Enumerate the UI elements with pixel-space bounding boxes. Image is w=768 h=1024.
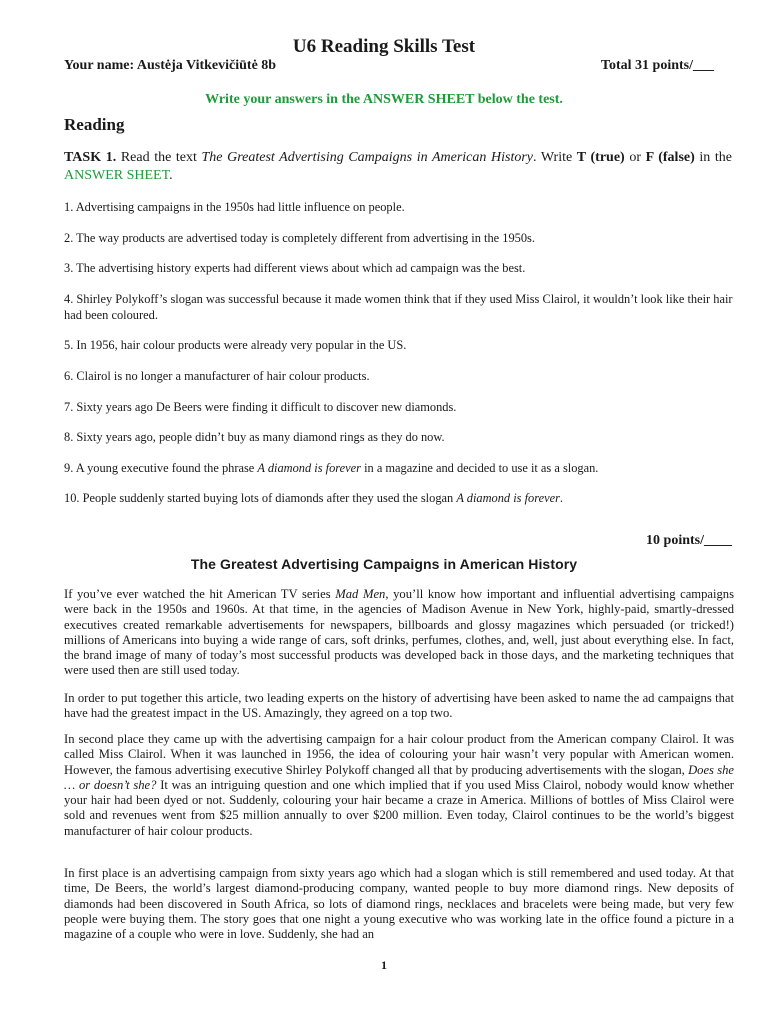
- paragraph-text: In second place they came up with the advertising campaign for a hair colour product from the American company Clairol. It was called Miss Clairol. When it was launched in 1956, the idea of colouring your hair wasn’t very popular with American women. However, the famous advertising executive Shirley Polykoff changed all that by producing advertisements with the slogan,: [64, 732, 734, 777]
- article-title: The Greatest Advertising Campaigns in American History: [190, 556, 578, 572]
- slogan-text: A diamond is forever: [456, 491, 560, 505]
- question-item: 6. Clairol is no longer a manufacturer of hair colour products.: [64, 369, 370, 383]
- false-label: F (false): [645, 150, 695, 165]
- total-points: Total 31 points/___: [600, 58, 714, 73]
- question-item: 7. Sixty years ago De Beers were finding it difficult to discover new diamonds.: [64, 400, 457, 414]
- answer-sheet-reference: ANSWER SHEET: [64, 168, 170, 183]
- student-name: Your name: Austėja Vitkevičiūtė 8b: [64, 58, 277, 73]
- true-label: T (true): [576, 150, 625, 165]
- question-text: 9. A young executive found the phrase: [64, 461, 258, 475]
- article-paragraph: [64, 732, 734, 839]
- question-item: 8. Sixty years ago, people didn’t buy as many diamond rings as they do now.: [64, 430, 445, 444]
- question-item: [64, 461, 736, 477]
- task-text: .: [169, 168, 173, 183]
- question-item: 5. In 1956, hair colour products were already very popular in the US.: [64, 338, 407, 352]
- task-text: in the: [694, 150, 732, 165]
- article-paragraph: In first place is an advertising campaign from sixty years ago which had a slogan which is still remembered and used today. At that time, De Beers, the world’s largest diamond-producing company, wanted people to buy more diamond rings. New deposits of diamonds had been discovered in South Africa, so lots of diamond rings, necklaces and bracelets were being made, but very few people were buying them. The story goes that one night a young executive who was working late in the office found a picture in a magazine of a couple who were in love. Suddenly, she had an: [64, 866, 734, 942]
- question-text: in a magazine and decided to use it as a slogan.: [360, 461, 599, 475]
- test-title: U6 Reading Skills Test: [292, 36, 476, 57]
- task-text: Read the text: [116, 150, 202, 165]
- tv-series-title: Mad Men: [335, 587, 386, 601]
- article-paragraph: In order to put together this article, two leading experts on the history of advertising have been asked to name the ad campaigns that have had the greatest impact in the US. Amazingly, they agreed on a top two.: [64, 691, 734, 721]
- question-item: [64, 491, 736, 507]
- slogan-text: A diamond is forever: [257, 461, 361, 475]
- question-item: 1. Advertising campaigns in the 1950s had little influence on people.: [64, 200, 405, 214]
- question-item: 4. Shirley Polykoff’s slogan was successful because it made women think that if they used Miss Clairol, it wouldn’t look like their hair had been coloured.: [64, 292, 733, 322]
- question-item: 2. The way products are advertised today is completely different from advertising in the 1950s.: [64, 231, 535, 245]
- section-heading: Reading: [64, 115, 125, 134]
- task-text: or: [624, 150, 646, 165]
- task-text: . Write: [533, 150, 577, 165]
- question-text: 10. People suddenly started buying lots of diamonds after they used the slogan: [64, 491, 457, 505]
- slogan-text: Does she … or doesn’t she?: [64, 762, 734, 792]
- question-item: 3. The advertising history experts had different views about which ad campaign was the best.: [64, 261, 526, 275]
- task-article-title: The Greatest Advertising Campaigns in American History: [201, 150, 534, 165]
- task-1-instructions: [64, 149, 732, 185]
- paragraph-text: It was an intriguing question and one which implied that if you used Miss Clairol, nobody would know whether your hair had been dyed or not. Suddenly, colouring your hair became a craze in America. Millions of bottles of Miss Clairol were sold and revenues went from $25 million annually to over $200 million. Even today, Clairol continues to be the world’s biggest manufacturer of hair colour products.: [64, 777, 734, 838]
- task-label: TASK 1.: [64, 150, 117, 165]
- article-paragraph: [64, 587, 734, 679]
- question-text: .: [559, 491, 564, 505]
- task-1-points: 10 points/____: [646, 533, 732, 548]
- page-number: 1: [381, 958, 387, 972]
- paragraph-text: , you’ll know how important and influential advertising campaigns were back in the 1950s and 1960s. At that time, in the agencies of Madison Avenue in New York, highly-paid, smartly-dressed executives created remarkable advertisements for newspapers, billboards and glossy magazines which persuaded (or tricked!) millions of Americans into buying a wide range of cars, soft drinks, perfumes, clothes, and, well, just about everything else. In fact, the brand image of many of today’s most successful products was developed back in those days, and the marketing techniques that were used then are still used today.: [64, 587, 734, 678]
- paragraph-text: If you’ve ever watched the hit American TV series: [64, 587, 336, 601]
- answer-sheet-instruction: Write your answers in the ANSWER SHEET below the test.: [205, 92, 563, 107]
